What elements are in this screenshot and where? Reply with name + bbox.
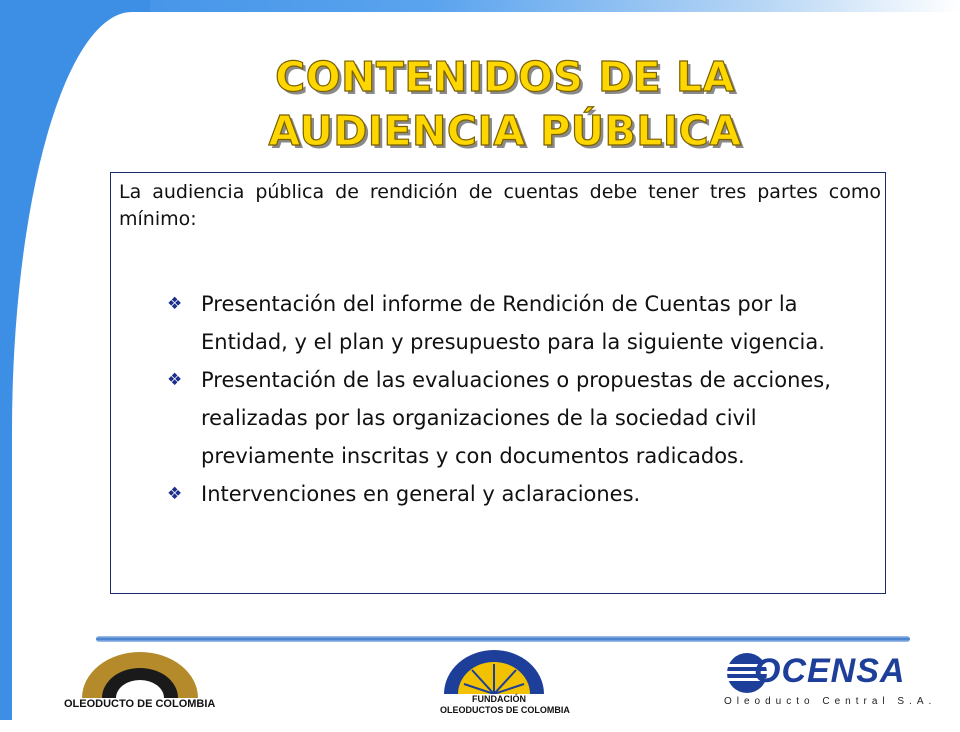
intro-text: La audiencia pública de rendición de cuentas debe tener tres partes como mínimo: bbox=[119, 181, 881, 230]
list-item bbox=[167, 285, 867, 361]
logo-center-text-1: FUNDACIÓN bbox=[472, 694, 526, 704]
slide-title bbox=[180, 50, 830, 158]
logo-right-subtitle: Oleoducto Central S.A. bbox=[724, 696, 937, 707]
sun-logo-icon bbox=[438, 648, 550, 694]
logo-fundacion bbox=[438, 648, 570, 718]
logo-left-text: OLEODUCTO DE COLOMBIA bbox=[64, 698, 216, 710]
list-item bbox=[167, 475, 867, 513]
diamond-bullet-icon: ❖ bbox=[167, 294, 183, 314]
title-line-1: CONTENIDOS DE LA bbox=[275, 53, 735, 101]
footer-divider bbox=[96, 636, 910, 642]
logo-right-name: OCENSA bbox=[754, 652, 906, 690]
bullet-text: Intervenciones en general y aclaraciones. bbox=[201, 482, 641, 506]
bullet-text: Presentación del informe de Rendición de Cuentas por la Entidad, y el plan y presupuesto para la siguiente vigencia. bbox=[201, 292, 825, 354]
list-item bbox=[167, 361, 867, 475]
bullet-list bbox=[167, 285, 867, 513]
content-box bbox=[110, 172, 886, 594]
title-line-2: AUDIENCIA PÚBLICA bbox=[268, 107, 742, 155]
logo-center-text-2: OLEODUCTOS DE COLOMBIA bbox=[440, 705, 570, 715]
logo-ocensa bbox=[720, 650, 937, 714]
arch-logo-icon bbox=[60, 648, 220, 700]
logo-oleoducto-de-colombia bbox=[60, 648, 220, 714]
diamond-bullet-icon: ❖ bbox=[167, 370, 183, 390]
diamond-bullet-icon: ❖ bbox=[167, 484, 183, 504]
bullet-text: Presentación de las evaluaciones o propuestas de acciones, realizadas por las organizaciones de la sociedad civil previamente inscritas y con documentos radicados. bbox=[201, 368, 831, 468]
